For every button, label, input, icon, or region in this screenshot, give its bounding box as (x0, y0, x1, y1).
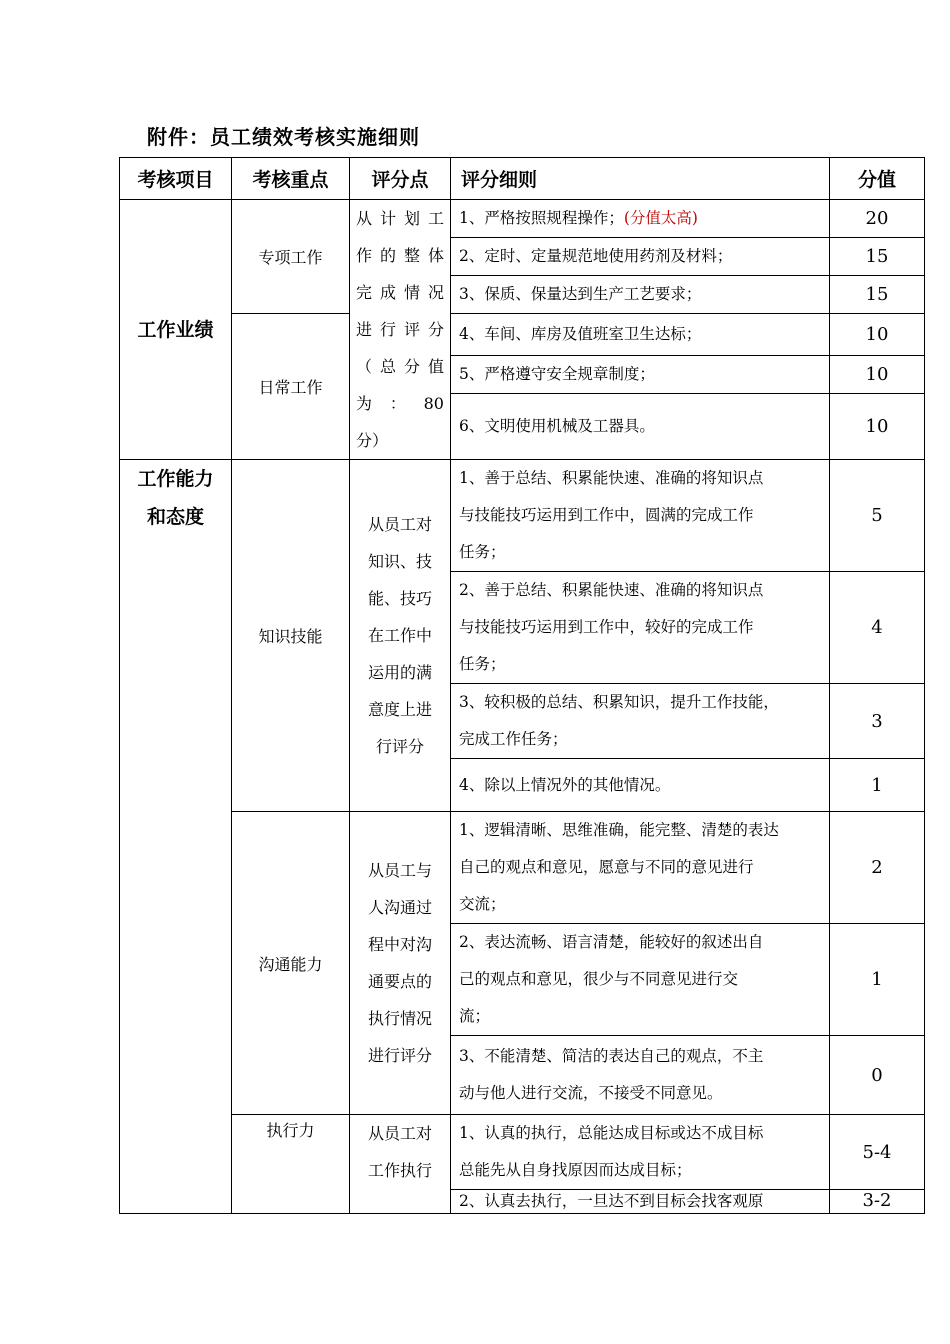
score-cell: 20 (830, 200, 925, 238)
detail-cell: 2、定时、定量规范地使用药剂及材料； (451, 238, 830, 276)
header-detail: 评分细则 (451, 158, 830, 200)
evaluation-table (119, 157, 925, 1214)
detail-cell: 2、认真去执行，一旦达不到目标会找客观原 (451, 1190, 830, 1214)
header-point: 评分点 (350, 158, 451, 200)
point-execution: 从员工对 工作执行 (350, 1115, 451, 1214)
category-performance: 工作业绩 (120, 200, 232, 460)
document-title: 附件：员工绩效考核实施细则 (147, 125, 420, 149)
note-too-high: (分值太高) (623, 209, 698, 227)
focus-execution: 执行力 (232, 1115, 350, 1214)
detail-cell: 1、善于总结、积累能快速、准确的将知识点 与技能技巧运用到工作中，圆满的完成工作 任务； (451, 460, 830, 572)
score-cell: 4 (830, 572, 925, 684)
header-score: 分值 (830, 158, 925, 200)
point-performance: 从计划工 作的整体 完成情况 进行评分 （总分值 为 ： 80 分） (350, 200, 451, 460)
table-row (120, 812, 925, 924)
detail-cell: 2、表达流畅、语言清楚，能较好的叙述出自 己的观点和意见，很少与不同意见进行交 流； (451, 924, 830, 1036)
point-knowledge: 从员工对 知识、技 能、技巧 在工作中 运用的满 意度上进 行评分 (350, 460, 451, 812)
score-cell: 5 (830, 460, 925, 572)
score-cell: 0 (830, 1036, 925, 1115)
detail-cell: 1、严格按照规程操作；(分值太高) (451, 200, 830, 238)
focus-knowledge-skills: 知识技能 (232, 460, 350, 812)
detail-cell: 3、不能清楚、简洁的表达自己的观点，不主 动与他人进行交流，不接受不同意见。 (451, 1036, 830, 1115)
score-cell: 15 (830, 238, 925, 276)
detail-cell: 1、认真的执行，总能达成目标或达不成目标 总能先从自身找原因而达成目标； (451, 1115, 830, 1190)
focus-special-work: 专项工作 (232, 200, 350, 314)
focus-daily-work: 日常工作 (232, 314, 350, 460)
table-row (120, 460, 925, 572)
detail-cell: 3、较积极的总结、积累知识，提升工作技能， 完成工作任务； (451, 684, 830, 759)
header-project: 考核项目 (120, 158, 232, 200)
point-communication: 从员工与 人沟通过 程中对沟 通要点的 执行情况 进行评分 (350, 812, 451, 1115)
score-cell: 10 (830, 394, 925, 460)
score-cell: 15 (830, 276, 925, 314)
score-cell: 2 (830, 812, 925, 924)
score-cell: 5-4 (830, 1115, 925, 1190)
detail-cell: 1、逻辑清晰、思维准确，能完整、清楚的表达 自己的观点和意见，愿意与不同的意见进行 交流； (451, 812, 830, 924)
score-cell: 3-2 (830, 1190, 925, 1214)
score-cell: 1 (830, 759, 925, 812)
score-cell: 10 (830, 356, 925, 394)
detail-cell: 5、严格遵守安全规章制度； (451, 356, 830, 394)
table-row (120, 314, 925, 356)
detail-cell: 6、文明使用机械及工器具。 (451, 394, 830, 460)
detail-cell: 4、车间、库房及值班室卫生达标； (451, 314, 830, 356)
table-row (120, 200, 925, 238)
score-cell: 10 (830, 314, 925, 356)
detail-cell: 4、除以上情况外的其他情况。 (451, 759, 830, 812)
score-cell: 3 (830, 684, 925, 759)
focus-communication: 沟通能力 (232, 812, 350, 1115)
category-ability: 工作能力 和态度 (120, 460, 232, 1214)
score-cell: 1 (830, 924, 925, 1036)
detail-cell: 3、保质、保量达到生产工艺要求； (451, 276, 830, 314)
header-row (120, 158, 925, 200)
header-focus: 考核重点 (232, 158, 350, 200)
detail-cell: 2、善于总结、积累能快速、准确的将知识点 与技能技巧运用到工作中，较好的完成工作 任务； (451, 572, 830, 684)
table-row (120, 1115, 925, 1190)
